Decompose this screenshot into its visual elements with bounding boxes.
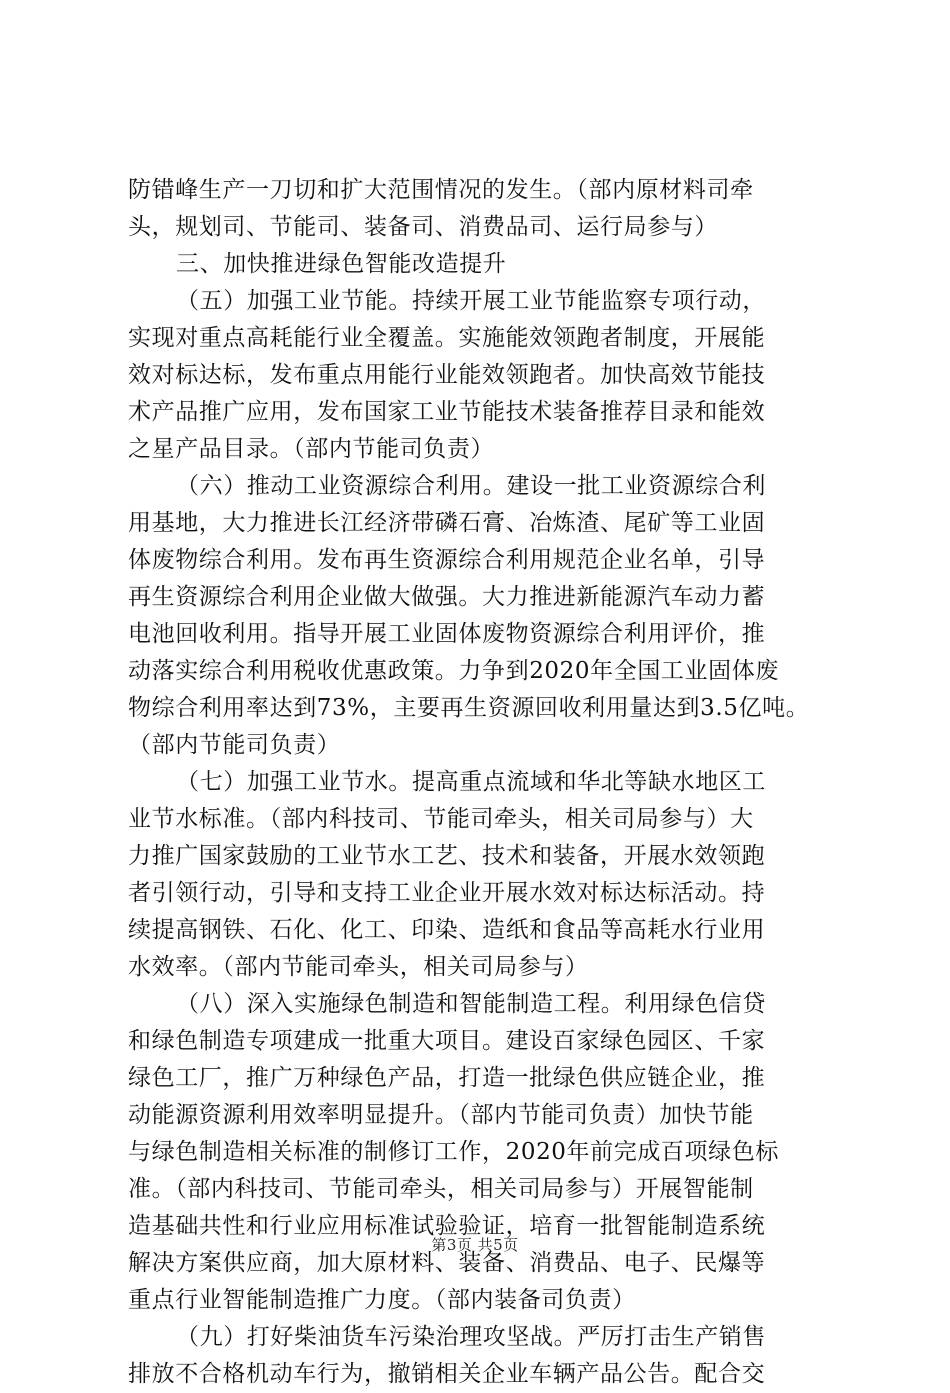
text-line: 者引领行动，引导和支持工业企业开展水效对标达标活动。持 (128, 880, 766, 906)
text-line: 水效率。（部内节能司牵头，相关司局参与） (128, 954, 589, 980)
text-line: 防错峰生产一刀切和扩大范围情况的发生。（部内原材料司牵 (128, 177, 754, 203)
text-line: 实现对重点高耗能行业全覆盖。实施能效领跑者制度，开展能 (128, 325, 766, 351)
text-line: 重点行业智能制造推广力度。（部内装备司负责） (128, 1287, 636, 1313)
text-line: 之星产品目录。（部内节能司负责） (128, 436, 495, 462)
text-line: 体废物综合利用。发布再生资源综合利用规范企业名单，引导 (128, 547, 766, 573)
text-line: 物综合利用率达到73%，主要再生资源回收利用量达到3.5亿吨。 (128, 695, 810, 721)
text-line: 动能源资源利用效率明显提升。（部内节能司负责）加快节能 (128, 1102, 754, 1128)
text-line: 造基础共性和行业应用标准试验验证，培育一批智能制造系统 (128, 1213, 766, 1239)
text-line: 效对标达标，发布重点用能行业能效领跑者。加快高效节能技 (128, 362, 766, 388)
paragraph-start: （六）推动工业资源综合利用。建设一批工业资源综合利 (176, 473, 766, 499)
paragraph-start: （九）打好柴油货车污染治理攻坚战。严厉打击生产销售 (176, 1324, 766, 1350)
paragraph-start: （八）深入实施绿色制造和智能制造工程。利用绿色信贷 (176, 991, 766, 1017)
section-heading: 三、加快推进绿色智能改造提升 (176, 251, 507, 277)
document-body (128, 172, 828, 1393)
text-line: 与绿色制造相关标准的制修订工作，2020年前完成百项绿色标 (128, 1139, 779, 1165)
paragraph-start: （七）加强工业节水。提高重点流域和华北等缺水地区工 (176, 769, 766, 795)
text-line: 用基地，大力推进长江经济带磷石膏、冶炼渣、尾矿等工业固 (128, 510, 766, 536)
text-line: 解决方案供应商，加大原材料、装备、消费品、电子、民爆等 (128, 1250, 766, 1276)
text-line: 绿色工厂，推广万种绿色产品，打造一批绿色供应链企业，推 (128, 1065, 766, 1091)
text-line: 再生资源综合利用企业做大做强。大力推进新能源汽车动力蓄 (128, 584, 766, 610)
text-line: （部内节能司负责） (128, 732, 341, 758)
text-line: 准。（部内科技司、节能司牵头，相关司局参与）开展智能制 (128, 1176, 754, 1202)
text-line: 排放不合格机动车行为，撤销相关企业车辆产品公告。配合交 (128, 1361, 766, 1387)
paragraph-start: （五）加强工业节能。持续开展工业节能监察专项行动， (176, 288, 766, 314)
page-number-footer: 第3页 共5页 (431, 1236, 519, 1254)
text-line: 动落实综合利用税收优惠政策。力争到2020年全国工业固体废 (128, 658, 779, 684)
text-line: 电池回收利用。指导开展工业固体废物资源综合利用评价，推 (128, 621, 766, 647)
text-line: 续提高钢铁、石化、化工、印染、造纸和食品等高耗水行业用 (128, 917, 766, 943)
text-line: 和绿色制造专项建成一批重大项目。建设百家绿色园区、千家 (128, 1028, 766, 1054)
text-line: 头，规划司、节能司、装备司、消费品司、运行局参与） (128, 214, 718, 240)
text-line: 业节水标准。（部内科技司、节能司牵头，相关司局参与）大 (128, 806, 754, 832)
text-line: 力推广国家鼓励的工业节水工艺、技术和装备，开展水效领跑 (128, 843, 766, 869)
text-line: 术产品推广应用，发布国家工业节能技术装备推荐目录和能效 (128, 399, 766, 425)
